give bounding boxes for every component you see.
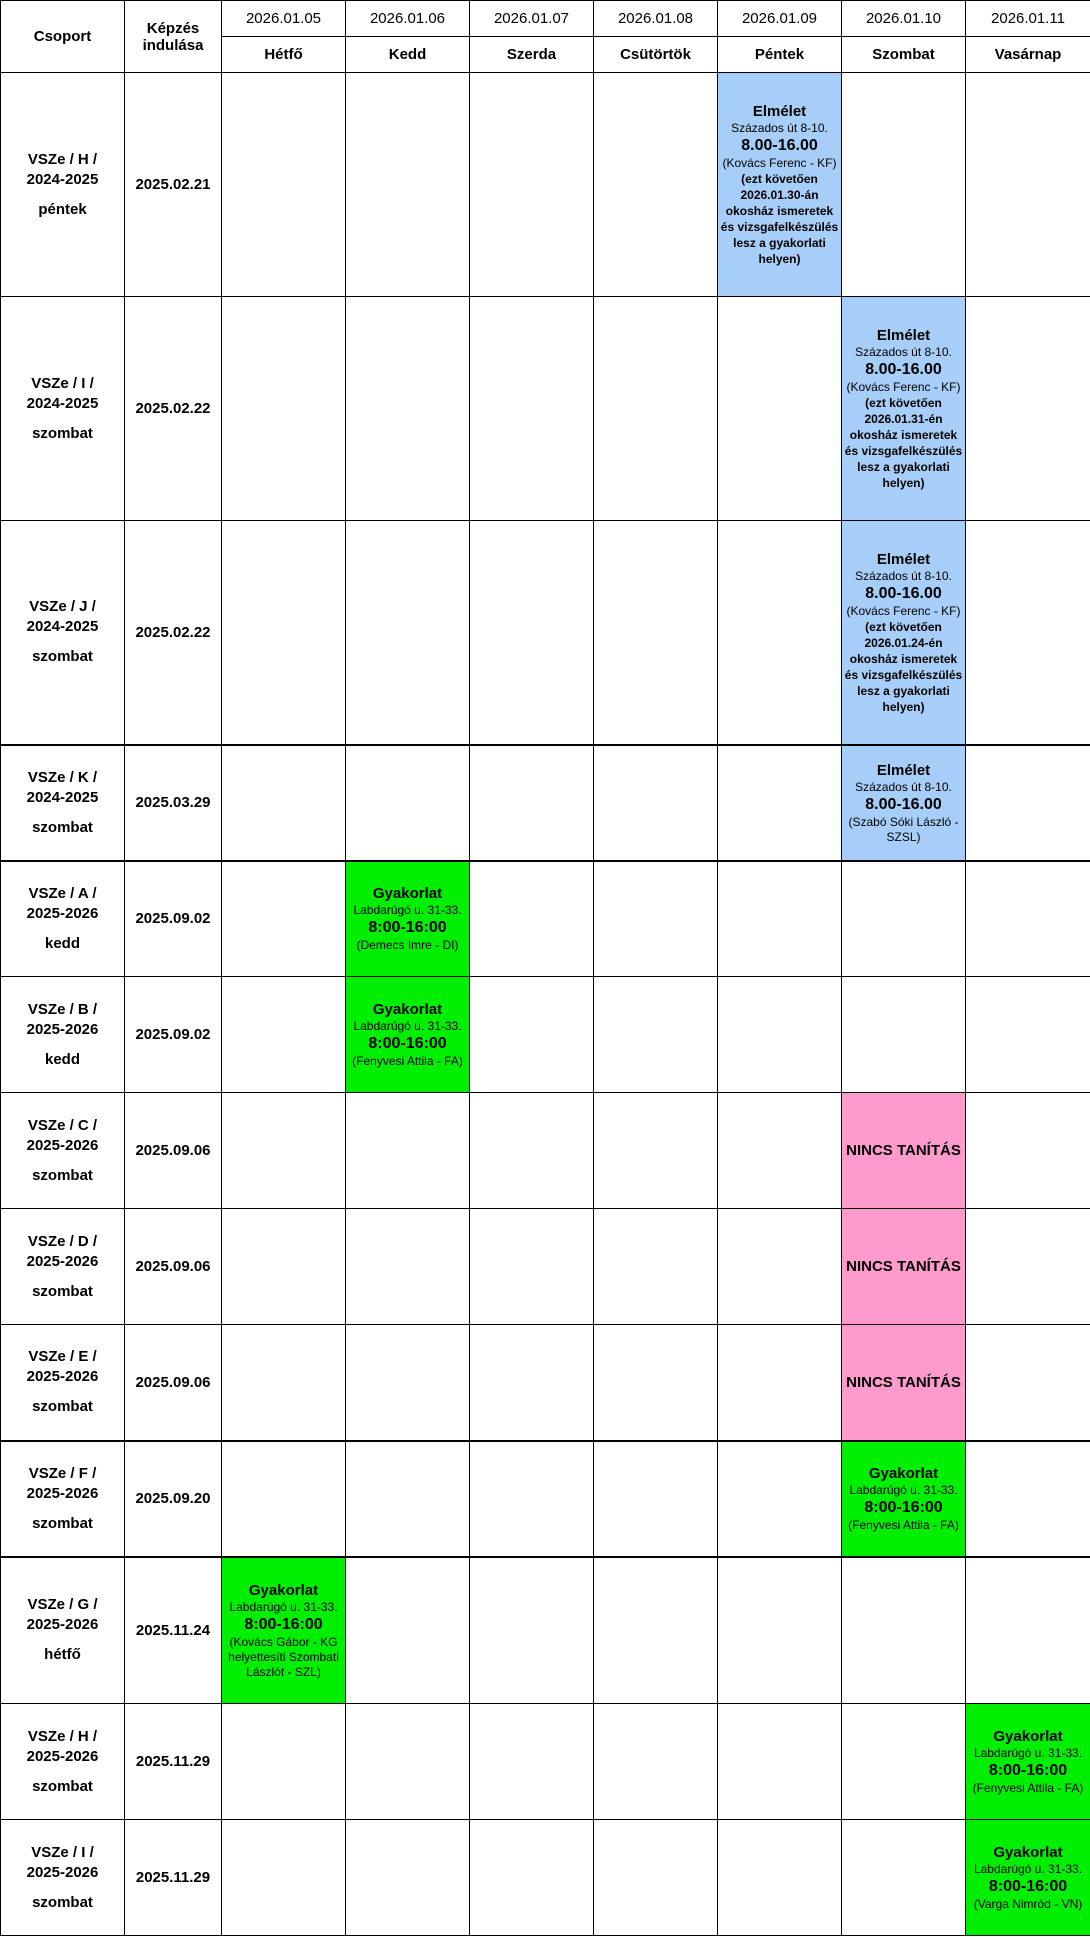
empty-cell [842, 977, 966, 1093]
day-header: Csütörtök [594, 37, 718, 73]
empty-cell [966, 1209, 1090, 1325]
empty-cell [222, 977, 346, 1093]
group-cell [1, 861, 125, 977]
empty-cell [718, 1325, 842, 1441]
empty-cell [222, 297, 346, 521]
group-name: 2024-2025 [26, 618, 99, 636]
event-title: Elmélet [876, 327, 931, 344]
empty-cell [594, 1209, 718, 1325]
event-time: 8:00-16:00 [368, 919, 447, 937]
event-time: 8:00-16:00 [988, 1762, 1068, 1779]
header-date-row [1, 1, 1090, 37]
empty-cell [346, 1209, 470, 1325]
event-location: Százados út 8-10. [855, 779, 952, 794]
group-name: 2025-2026 [26, 1020, 99, 1038]
empty-cell [594, 1557, 718, 1704]
event-title: Elmélet [752, 103, 807, 120]
group-name: VSZe / B / [27, 1000, 98, 1018]
empty-cell [470, 977, 594, 1093]
empty-cell [346, 1093, 470, 1209]
group-day: szombat [32, 648, 93, 666]
event-teacher: (Szabó Sóki László - SZSL) [848, 814, 959, 844]
empty-cell [594, 1820, 718, 1936]
group-day: kedd [44, 1050, 80, 1068]
day-header: Vasárnap [966, 37, 1090, 73]
empty-cell [842, 861, 966, 977]
empty-cell [346, 1441, 470, 1557]
event-time: 8.00-16.00 [741, 137, 818, 154]
date-header: 2026.01.08 [594, 1, 718, 37]
event-cell [842, 297, 966, 521]
table-row [1, 1441, 1090, 1557]
group-name: VSZe / I / [31, 374, 94, 392]
table-row [1, 1325, 1090, 1441]
event-title: Gyakorlat [993, 1728, 1063, 1745]
group-name: 2024-2025 [26, 170, 99, 188]
day-header: Hétfő [222, 37, 346, 73]
table-row [1, 745, 1090, 861]
empty-cell [842, 1704, 966, 1820]
empty-cell [594, 1093, 718, 1209]
group-day: szombat [32, 424, 93, 442]
event-teacher: (Kovács Ferenc - KF) [722, 156, 837, 170]
group-name: 2024-2025 [26, 394, 99, 412]
table-row [1, 1557, 1090, 1704]
empty-cell [718, 1441, 842, 1557]
date-header: 2026.01.06 [346, 1, 470, 37]
event-cell [718, 73, 842, 297]
day-header: Szombat [842, 37, 966, 73]
schedule-body [1, 73, 1090, 1936]
start-date-cell: 2025.11.24 [125, 1557, 222, 1704]
empty-cell [966, 521, 1090, 745]
group-name: 2025-2026 [26, 1616, 99, 1634]
empty-cell [470, 1441, 594, 1557]
event-cell [222, 1557, 346, 1704]
event-teacher: (Demecs Imre - DI) [356, 938, 459, 953]
group-cell [1, 1209, 125, 1325]
group-cell [1, 1325, 125, 1441]
event-teacher: (Fenyvesi Attila - FA) [848, 1518, 959, 1532]
table-row [1, 861, 1090, 977]
empty-cell [966, 1557, 1090, 1704]
empty-cell [966, 861, 1090, 977]
empty-cell [346, 1820, 470, 1936]
empty-cell [346, 73, 470, 297]
event-location: Labdarúgó u. 31-33. [353, 903, 462, 918]
group-name: VSZe / J / [29, 598, 96, 616]
group-cell [1, 1093, 125, 1209]
group-day: kedd [44, 934, 80, 952]
no-class-cell [842, 1209, 966, 1325]
event-location: Százados út 8-10. [855, 568, 952, 583]
group-name: VSZe / I / [31, 1843, 94, 1861]
empty-cell [718, 1704, 842, 1820]
empty-cell [966, 745, 1090, 861]
group-column-header: Csoport [1, 1, 125, 73]
date-header: 2026.01.10 [842, 1, 966, 37]
empty-cell [966, 297, 1090, 521]
event-note: (ezt követően 2026.01.31-én okosház ismeretek és vizsgafelkészülés lesz a gyakorlati helyen) [844, 396, 963, 490]
empty-cell [718, 1557, 842, 1704]
group-name: VSZe / G / [27, 1596, 98, 1614]
empty-cell [222, 521, 346, 745]
event-teacher: (Fenyvesi Attila - FA) [352, 1054, 463, 1068]
empty-cell [222, 1704, 346, 1820]
empty-cell [470, 297, 594, 521]
empty-cell [470, 745, 594, 861]
start-date-cell: 2025.09.06 [125, 1209, 222, 1325]
empty-cell [718, 861, 842, 977]
event-cell [346, 861, 470, 977]
empty-cell [966, 1441, 1090, 1557]
empty-cell [470, 1557, 594, 1704]
empty-cell [222, 745, 346, 861]
empty-cell [222, 861, 346, 977]
empty-cell [470, 1820, 594, 1936]
event-title: Elmélet [876, 761, 931, 779]
group-name: VSZe / K / [27, 768, 98, 786]
event-time: 8:00-16:00 [368, 1035, 447, 1052]
start-date-cell: 2025.09.20 [125, 1441, 222, 1557]
event-title: NINCS TANÍTÁS [846, 1142, 961, 1159]
empty-cell [470, 1325, 594, 1441]
event-cell [842, 745, 966, 861]
empty-cell [966, 73, 1090, 297]
group-name: 2025-2026 [26, 1747, 99, 1765]
group-day: szombat [32, 1282, 93, 1300]
event-time: 8:00-16:00 [244, 1615, 323, 1633]
group-day: szombat [32, 1398, 93, 1416]
start-date-cell: 2025.09.02 [125, 977, 222, 1093]
group-name: VSZe / D / [27, 1232, 98, 1250]
table-row [1, 73, 1090, 297]
start-date-cell: 2025.02.21 [125, 73, 222, 297]
event-cell [842, 521, 966, 745]
empty-cell [842, 1557, 966, 1704]
group-cell [1, 1441, 125, 1557]
group-day: szombat [32, 1777, 93, 1795]
empty-cell [718, 297, 842, 521]
event-cell [842, 1441, 966, 1557]
event-time: 8.00-16.00 [865, 361, 942, 378]
empty-cell [966, 1325, 1090, 1441]
group-day: szombat [32, 1893, 93, 1911]
no-class-cell [842, 1093, 966, 1209]
empty-cell [470, 1704, 594, 1820]
empty-cell [718, 521, 842, 745]
event-title: NINCS TANÍTÁS [846, 1258, 961, 1275]
group-name: VSZe / A / [28, 884, 97, 902]
event-location: Százados út 8-10. [731, 121, 828, 135]
empty-cell [594, 745, 718, 861]
start-column-header: Képzés indulása [125, 1, 222, 73]
group-name: 2025-2026 [26, 1863, 99, 1881]
event-location: Százados út 8-10. [855, 345, 952, 359]
empty-cell [346, 521, 470, 745]
empty-cell [594, 1704, 718, 1820]
event-title: Elmélet [876, 550, 931, 568]
event-location: Labdarúgó u. 31-33. [229, 1599, 338, 1614]
start-date-cell: 2025.02.22 [125, 521, 222, 745]
empty-cell [718, 977, 842, 1093]
empty-cell [718, 1209, 842, 1325]
date-header: 2026.01.05 [222, 1, 346, 37]
group-cell [1, 1820, 125, 1936]
event-title: NINCS TANÍTÁS [846, 1373, 961, 1391]
event-time: 8:00-16:00 [864, 1499, 943, 1516]
empty-cell [346, 1704, 470, 1820]
event-location: Labdarúgó u. 31-33. [849, 1483, 958, 1497]
event-time: 8.00-16.00 [865, 795, 942, 813]
group-name: 2025-2026 [26, 1136, 99, 1154]
empty-cell [594, 73, 718, 297]
start-date-cell: 2025.09.06 [125, 1093, 222, 1209]
group-name: VSZe / C / [27, 1116, 98, 1134]
empty-cell [594, 861, 718, 977]
group-name: VSZe / H / [27, 150, 98, 168]
start-date-cell: 2025.09.06 [125, 1325, 222, 1441]
group-day: péntek [38, 200, 87, 218]
group-name: VSZe / H / [27, 1727, 98, 1745]
event-teacher: (Kovács Gábor - KG helyettesíti Szombati Lászlót - SZL) [228, 1634, 339, 1679]
group-name: 2025-2026 [26, 1484, 99, 1502]
event-time: 8.00-16.00 [865, 584, 942, 602]
event-teacher: (Varga Nimród - VN) [973, 1897, 1083, 1911]
date-header: 2026.01.11 [966, 1, 1090, 37]
empty-cell [470, 1209, 594, 1325]
empty-cell [966, 977, 1090, 1093]
start-date-cell: 2025.11.29 [125, 1704, 222, 1820]
table-row [1, 1704, 1090, 1820]
empty-cell [594, 1325, 718, 1441]
empty-cell [594, 977, 718, 1093]
empty-cell [594, 1441, 718, 1557]
group-name: VSZe / E / [28, 1348, 97, 1366]
empty-cell [842, 1820, 966, 1936]
group-name: 2025-2026 [26, 1252, 99, 1270]
group-day: szombat [32, 1166, 93, 1184]
group-cell [1, 1557, 125, 1704]
empty-cell [346, 1557, 470, 1704]
event-note: (ezt követően 2026.01.24-én okosház ismeretek és vizsgafelkészülés lesz a gyakorlati helyen) [844, 619, 963, 714]
event-note: (ezt követően 2026.01.30-án okosház ismeretek és vizsgafelkészülés lesz a gyakorlati helyen) [720, 172, 839, 266]
start-date-cell: 2025.11.29 [125, 1820, 222, 1936]
date-header: 2026.01.07 [470, 1, 594, 37]
empty-cell [718, 745, 842, 861]
empty-cell [222, 1209, 346, 1325]
start-date-cell: 2025.02.22 [125, 297, 222, 521]
group-name: 2025-2026 [26, 1368, 99, 1386]
day-header: Szerda [470, 37, 594, 73]
table-row [1, 977, 1090, 1093]
event-title: Gyakorlat [993, 1844, 1063, 1861]
event-cell [346, 977, 470, 1093]
group-day: szombat [32, 818, 93, 836]
no-class-cell [842, 1325, 966, 1441]
empty-cell [470, 1093, 594, 1209]
empty-cell [222, 73, 346, 297]
event-cell [966, 1704, 1090, 1820]
group-name: 2025-2026 [26, 904, 99, 922]
empty-cell [594, 521, 718, 745]
empty-cell [222, 1325, 346, 1441]
event-title: Gyakorlat [248, 1581, 319, 1599]
day-header: Péntek [718, 37, 842, 73]
event-cell [966, 1820, 1090, 1936]
empty-cell [718, 1093, 842, 1209]
table-row [1, 1093, 1090, 1209]
table-row [1, 521, 1090, 745]
table-row [1, 1209, 1090, 1325]
empty-cell [222, 1441, 346, 1557]
event-title: Gyakorlat [372, 1001, 443, 1018]
group-name: 2024-2025 [26, 788, 99, 806]
empty-cell [346, 1325, 470, 1441]
group-day: hétfő [44, 1646, 81, 1664]
empty-cell [718, 1820, 842, 1936]
start-date-cell: 2025.09.02 [125, 861, 222, 977]
empty-cell [470, 861, 594, 977]
empty-cell [222, 1093, 346, 1209]
table-row [1, 297, 1090, 521]
group-cell [1, 1704, 125, 1820]
empty-cell [346, 745, 470, 861]
table-row [1, 1820, 1090, 1936]
date-header: 2026.01.09 [718, 1, 842, 37]
event-location: Labdarúgó u. 31-33. [973, 1862, 1083, 1876]
empty-cell [842, 73, 966, 297]
event-title: Gyakorlat [372, 885, 443, 903]
event-time: 8:00-16:00 [988, 1878, 1068, 1895]
event-teacher: (Kovács Ferenc - KF) [846, 603, 961, 618]
group-day: szombat [32, 1514, 93, 1532]
group-cell [1, 745, 125, 861]
empty-cell [470, 73, 594, 297]
empty-cell [222, 1820, 346, 1936]
empty-cell [470, 521, 594, 745]
group-cell [1, 297, 125, 521]
event-location: Labdarúgó u. 31-33. [973, 1746, 1083, 1760]
empty-cell [966, 1093, 1090, 1209]
start-date-cell: 2025.03.29 [125, 745, 222, 861]
event-title: Gyakorlat [868, 1465, 939, 1482]
event-teacher: (Kovács Ferenc - KF) [846, 380, 961, 394]
group-cell [1, 73, 125, 297]
group-cell [1, 977, 125, 1093]
group-name: VSZe / F / [28, 1464, 97, 1482]
event-location: Labdarúgó u. 31-33. [353, 1019, 462, 1033]
group-cell [1, 521, 125, 745]
day-header: Kedd [346, 37, 470, 73]
empty-cell [346, 297, 470, 521]
event-teacher: (Fenyvesi Attila - FA) [972, 1781, 1084, 1795]
empty-cell [594, 297, 718, 521]
